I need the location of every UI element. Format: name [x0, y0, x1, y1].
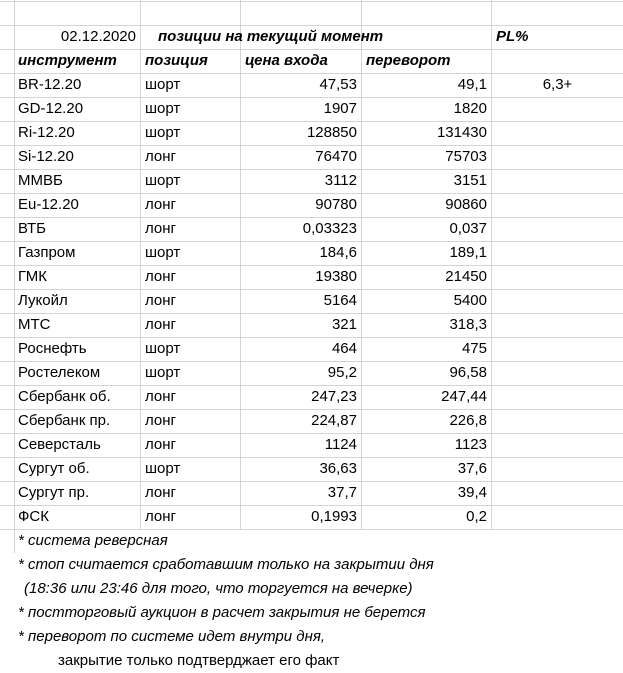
cell-position[interactable]: лонг	[145, 148, 177, 165]
cell-instrument[interactable]: Eu-12.20	[18, 196, 79, 213]
cell-pl[interactable]	[492, 265, 623, 289]
cell-pl[interactable]	[492, 409, 623, 433]
cell-reversal-price[interactable]: 96,58	[449, 364, 487, 381]
cell-reversal-price[interactable]: 49,1	[457, 76, 487, 93]
cell-reversal-price[interactable]: 39,4	[457, 484, 487, 501]
cell-instrument[interactable]: ВТБ	[18, 220, 47, 237]
pl-header[interactable]: PL%	[496, 28, 529, 45]
cell-reversal-price[interactable]: 1123	[454, 436, 487, 453]
cell-pl[interactable]	[492, 97, 623, 121]
cell-reversal-price[interactable]: 189,1	[449, 244, 487, 261]
note-line[interactable]: * переворот по системе идет внутри дня,	[18, 628, 326, 645]
column-header-entry[interactable]: цена входа	[245, 52, 328, 69]
cell-entry-price[interactable]: 0,03323	[302, 220, 357, 237]
cell-pl[interactable]	[492, 145, 623, 169]
cell-entry-price[interactable]: 5164	[323, 292, 357, 309]
cell-pl[interactable]	[492, 169, 623, 193]
cell-entry-price[interactable]: 76470	[315, 148, 357, 165]
cell-pl[interactable]: 6,3+	[542, 76, 573, 93]
cell-instrument[interactable]: Сбербанк пр.	[18, 412, 111, 429]
sheet-title[interactable]: позиции на текущий момент	[158, 28, 384, 45]
cell-pl[interactable]	[492, 361, 623, 385]
cell-instrument[interactable]: Газпром	[18, 244, 76, 261]
cell-reversal-price[interactable]: 90860	[445, 196, 487, 213]
cell-pl[interactable]	[492, 481, 623, 505]
cell-position[interactable]: шорт	[145, 124, 181, 141]
cell-position[interactable]: шорт	[145, 244, 181, 261]
cell-reversal-price[interactable]: 3151	[453, 172, 487, 189]
date-cell[interactable]: 02.12.2020	[60, 28, 136, 45]
column-header-instrument[interactable]: инструмент	[18, 52, 117, 69]
cell-reversal-price[interactable]: 131430	[436, 124, 487, 141]
cell-instrument[interactable]: Сургут пр.	[18, 484, 90, 501]
column-header-reversal[interactable]: переворот	[366, 52, 451, 69]
cell-position[interactable]: лонг	[145, 220, 177, 237]
cell-reversal-price[interactable]: 226,8	[449, 412, 487, 429]
cell-entry-price[interactable]: 128850	[306, 124, 357, 141]
cell-instrument[interactable]: Si-12.20	[18, 148, 74, 165]
cell-position[interactable]: шорт	[145, 364, 181, 381]
cell-position[interactable]: лонг	[145, 412, 177, 429]
cell-position[interactable]: шорт	[145, 460, 181, 477]
note-line[interactable]: * постторговый аукцион в расчет закрытия не берется	[18, 604, 426, 621]
cell-instrument[interactable]: Лукойл	[18, 292, 68, 309]
cell-pl[interactable]	[492, 241, 623, 265]
cell-pl[interactable]	[492, 313, 623, 337]
cell-position[interactable]: шорт	[145, 76, 181, 93]
cell-entry-price[interactable]: 3112	[324, 172, 357, 189]
cell-instrument[interactable]: Роснефть	[18, 340, 87, 357]
note-line[interactable]: * стоп считается сработавшим только на закрытии дня	[18, 556, 434, 573]
note-line[interactable]: закрытие только подтверджает его факт	[58, 652, 340, 669]
cell-position[interactable]: лонг	[145, 508, 177, 525]
cell-reversal-price[interactable]: 318,3	[449, 316, 487, 333]
cell-entry-price[interactable]: 19380	[315, 268, 357, 285]
note-line[interactable]: * система реверсная	[18, 532, 168, 549]
cell-instrument[interactable]: GD-12.20	[18, 100, 84, 117]
cell-reversal-price[interactable]: 37,6	[457, 460, 487, 477]
grid-line	[0, 1, 623, 2]
cell-position[interactable]: лонг	[145, 196, 177, 213]
cell-position[interactable]: шорт	[145, 340, 181, 357]
cell-instrument[interactable]: ММВБ	[18, 172, 63, 189]
cell-pl[interactable]	[492, 433, 623, 457]
cell-reversal-price[interactable]: 247,44	[441, 388, 487, 405]
cell-pl[interactable]	[492, 193, 623, 217]
cell-instrument[interactable]: BR-12.20	[18, 76, 82, 93]
cell-position[interactable]: шорт	[145, 100, 181, 117]
cell-entry-price[interactable]: 184,6	[319, 244, 357, 261]
cell-entry-price[interactable]: 1124	[324, 436, 357, 453]
cell-pl[interactable]	[492, 337, 623, 361]
cell-reversal-price[interactable]: 5400	[453, 292, 487, 309]
cell-pl[interactable]	[492, 121, 623, 145]
cell-instrument[interactable]: Северсталь	[18, 436, 101, 453]
cell-reversal-price[interactable]: 1820	[453, 100, 487, 117]
cell-entry-price[interactable]: 1907	[323, 100, 357, 117]
cell-reversal-price[interactable]: 21450	[445, 268, 487, 285]
cell-instrument[interactable]: МТС	[18, 316, 51, 333]
cell-instrument[interactable]: ФСК	[18, 508, 49, 525]
cell-entry-price[interactable]: 95,2	[327, 364, 357, 381]
cell-instrument[interactable]: Сбербанк об.	[18, 388, 111, 405]
cell-entry-price[interactable]: 0,1993	[311, 508, 357, 525]
cell-instrument[interactable]: Ri-12.20	[18, 124, 75, 141]
note-line[interactable]: (18:36 или 23:46 для того, что торгуется на вечерке)	[24, 580, 413, 597]
cell-entry-price[interactable]: 224,87	[311, 412, 357, 429]
cell-reversal-price[interactable]: 0,037	[449, 220, 487, 237]
cell-instrument[interactable]: Сургут об.	[18, 460, 90, 477]
column-header-position[interactable]: позиция	[145, 52, 208, 69]
cell-pl[interactable]	[492, 289, 623, 313]
cell-position[interactable]: лонг	[145, 268, 177, 285]
cell-entry-price[interactable]: 247,23	[311, 388, 357, 405]
cell-entry-price[interactable]: 464	[331, 340, 357, 357]
cell-instrument[interactable]: ГМК	[18, 268, 48, 285]
cell-position[interactable]: лонг	[145, 484, 177, 501]
cell-pl[interactable]	[492, 385, 623, 409]
cell-pl[interactable]	[492, 457, 623, 481]
cell-pl[interactable]	[492, 505, 623, 529]
cell-reversal-price[interactable]: 0,2	[466, 508, 487, 525]
cell-position[interactable]: лонг	[145, 436, 177, 453]
cell-position[interactable]: лонг	[145, 388, 177, 405]
cell-position[interactable]: шорт	[145, 172, 181, 189]
cell-position[interactable]: лонг	[145, 316, 177, 333]
cell-reversal-price[interactable]: 475	[461, 340, 487, 357]
cell-entry-price[interactable]: 37,7	[327, 484, 357, 501]
cell-pl[interactable]	[492, 217, 623, 241]
cell-instrument[interactable]: Ростелеком	[18, 364, 101, 381]
cell-position[interactable]: лонг	[145, 292, 177, 309]
cell-entry-price[interactable]: 90780	[315, 196, 357, 213]
cell-reversal-price[interactable]: 75703	[445, 148, 487, 165]
cell-entry-price[interactable]: 47,53	[319, 76, 357, 93]
cell-entry-price[interactable]: 321	[331, 316, 357, 333]
cell-entry-price[interactable]: 36,63	[319, 460, 357, 477]
